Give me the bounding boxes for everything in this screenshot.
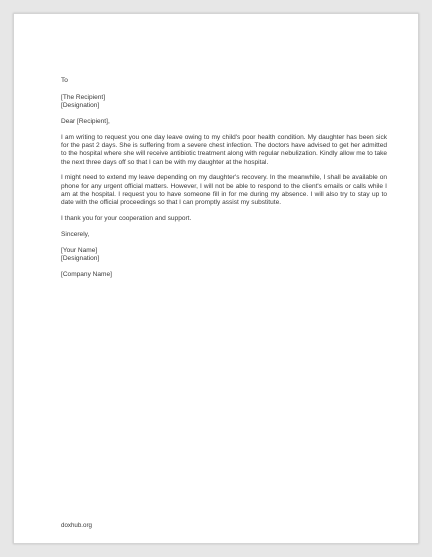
thanks-line: I thank you for your cooperation and support. bbox=[61, 215, 192, 223]
to-label: To bbox=[61, 77, 68, 84]
document-page bbox=[13, 13, 419, 544]
closing: Sincerely, bbox=[61, 230, 90, 238]
footer-site: doxhub.org bbox=[61, 522, 92, 529]
letter-body bbox=[61, 77, 387, 279]
body-paragraph-1: I am writing to request you one day leave owing to my child's poor health condition. My daughter has been sick for the past 2 days. She is suffering from a severe chest infection. The doctors have advised to get her admitted to the hospital where she will receive antibiotic treatment along with regular nebulization. Kindly allow me to take the next three days off so that I can be with my daughter at the hospital. bbox=[61, 133, 387, 166]
body-paragraph-2: I might need to extend my leave depending on my daughter's recovery. In the meanwhile, I shall be available on phone for any urgent official matters. However, I will not be able to respond to the client's emails or calls while I am at the hospital. I request you to have someone fill in for me during my absence. I will also try to stay up to date with the official proceedings so that I can promptly assist my substitute. bbox=[61, 174, 387, 207]
recipient-name: [The Recipient] bbox=[61, 93, 106, 101]
recipient-designation: [Designation] bbox=[61, 102, 100, 110]
sender-designation: [Designation] bbox=[61, 254, 100, 262]
sender-name: [Your Name] bbox=[61, 246, 98, 254]
salutation: Dear [Recipient], bbox=[61, 117, 110, 125]
company-name: [Company Name] bbox=[61, 270, 112, 278]
